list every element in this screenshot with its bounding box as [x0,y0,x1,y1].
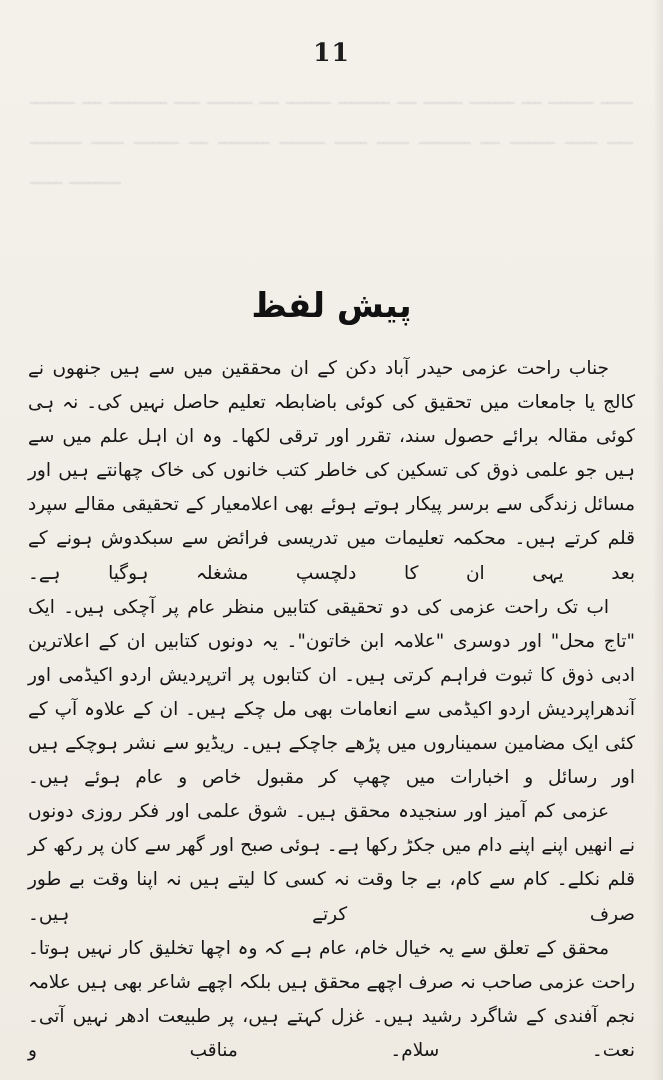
paragraph: جناب راحت عزمی حیدر آباد دکن کے ان محققین میں سے ہیں جنھوں نے کالج یا جامعات میں تحقیق کی کوئی باضابطہ تعلیم حاصل نہیں کی۔ نہ ہی کوئی مقالہ برائے حصول سند، تقرر اور ترقی لکھا۔ وہ ان اہل علم میں سے ہیں جو علمی ذوق کی تسکین کی خاطر کتب خانوں کی خاک چھانتے ہیں اور مسائل زندگی سے برسر پیکار ہوتے ہوئے بھی اعلامعیار کے تحقیقی مقالے سپرد قلم کرتے ہیں۔ محکمہ تعلیمات میں تدریسی فرائض سے سبکدوش ہونے کے بعد یہی ان کا دلچسپ مشغلہ ہوگیا ہے۔ [28,358,635,584]
show-through-text: ـــــــ ـــ ـــــــــ ــــ ـــــــ ـــ ـــــــ ــــــــ ـــ ــــــ ـــــــ ـــ ـــــــ ـــــ ــــــــ ـــــ ـــــــ ـــ ــــــــ ـــــــ ـــــ ـــــ ــــــــ ـــ ـــــــ ـــــ ــــ ـــــ ــــــــ [30,85,633,190]
section-heading: پیش لفظ [251,286,412,326]
paragraph: اب تک راحت عزمی کی دو تحقیقی کتابیں منظر عام پر آچکی ہیں۔ ایک "تاج محل" اور دوسری "علامہ ابن خاتون"۔ یہ دونوں کتابیں ان کے اعلاترین ادبی ذوق کا ثبوت فراہم کرتی ہیں۔ ان کتابوں پر اترپردیش اردو اکیڈمی اور آندھراپردیش اردو اکیڈمی سے انعامات بھی مل چکے ہیں۔ ان کے علاوہ آپ کے کئی ایک مضامین سمیناروں میں پڑھے جاچکے ہیں۔ ریڈیو سے نشر ہوچکے ہیں اور رسائل و اخبارات میں چھپ کر مقبول خاص و عام ہوئے ہیں۔ [28,596,635,789]
paragraph: محقق کے تعلق سے یہ خیال خام، عام ہے کہ وہ اچھا تخلیق کار نہیں ہوتا۔ راحت عزمی صاحب نہ صرف اچھے محقق ہیں بلکہ اچھے شاعر بھی ہیں علامہ نجم آفندی کے شاگرد رشید ہیں۔ غزل کہتے ہیں، پر طبیعت ادھر نہیں آتی۔ نعت۔ سلام۔ مناقب و [28,937,635,1061]
body-text [28,352,635,1068]
page-number: 11 [313,38,350,67]
paragraph: عزمی کم آمیز اور سنجیدہ محقق ہیں۔ شوق علمی اور فکر روزی دونوں نے انھیں اپنے اپنے دام میں جکڑ رکھا ہے۔ ہوئی صبح اور گھر سے کان پر رکھ کر قلم نکلے۔ کام سے کام، بے جا وقت نہ کسی کا لیتے ہیں نہ اپنا وقت بے طور صرف کرتے ہیں۔ [28,801,635,925]
page-edge-shadow [653,0,663,1080]
